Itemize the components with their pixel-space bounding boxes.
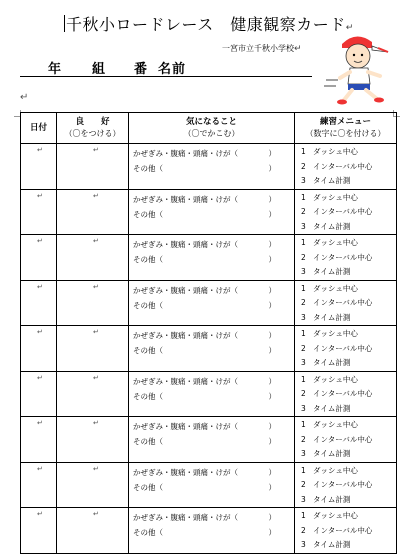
conditions-text: かぜぎみ・腹痛・頭痛・けが（ <box>133 240 238 249</box>
menu-item: 2 インターバル中心 <box>301 343 373 353</box>
conditions-text: かぜぎみ・腹痛・頭痛・けが（ <box>133 331 238 340</box>
date-cell[interactable]: ↵ <box>21 280 57 326</box>
date-cell[interactable]: ↵ <box>21 371 57 417</box>
menu-cell[interactable] <box>295 280 397 326</box>
table-row <box>21 280 397 326</box>
conditions-text: かぜぎみ・腹痛・頭痛・けが（ <box>133 467 238 477</box>
other-text: その他（ <box>133 164 163 173</box>
header-concern: 気になること （〇でかこむ） <box>129 113 295 144</box>
table-row <box>21 462 397 508</box>
good-cell[interactable]: ↵ <box>57 326 129 372</box>
name-label: 名前 <box>158 62 187 77</box>
table-row <box>21 417 397 463</box>
menu-cell[interactable] <box>295 371 397 417</box>
other-text: その他（ <box>133 391 163 401</box>
concern-cell[interactable]: かぜぎみ・腹痛・頭痛・けが（ ） その他（ ） <box>129 280 295 326</box>
text-cursor <box>64 15 65 32</box>
menu-item: 1 ダッシュ中心 <box>301 465 358 475</box>
date-cell[interactable]: ↵ <box>21 189 57 235</box>
health-observation-table <box>20 112 397 554</box>
menu-item: 1 ダッシュ中心 <box>301 329 358 338</box>
menu-item: 1 ダッシュ中心 <box>301 420 358 429</box>
header-menu: 練習メニュー （数字に〇を付ける） <box>295 113 397 144</box>
other-text: その他（ <box>133 528 163 537</box>
conditions-text: かぜぎみ・腹痛・頭痛・けが（ <box>133 513 238 522</box>
table-row <box>21 144 397 190</box>
menu-cell[interactable] <box>295 326 397 372</box>
concern-cell[interactable]: かぜぎみ・腹痛・頭痛・けが（ ） その他（ ） <box>129 326 295 372</box>
good-cell[interactable]: ↵ <box>57 417 129 463</box>
table-row <box>21 189 397 235</box>
menu-cell[interactable] <box>295 235 397 281</box>
menu-item: 1 ダッシュ中心 <box>301 511 358 520</box>
good-cell[interactable]: ↵ <box>57 462 129 508</box>
table-row <box>21 508 397 554</box>
date-cell[interactable]: ↵ <box>21 508 57 554</box>
table-header-row <box>21 113 397 144</box>
menu-item: 3 タイム計測 <box>301 312 351 322</box>
menu-item: 3 タイム計測 <box>301 494 351 504</box>
menu-item: 2 インターバル中心 <box>301 207 373 216</box>
concern-cell[interactable]: かぜぎみ・腹痛・頭痛・けが（ ） その他（ ） <box>129 235 295 281</box>
other-text: その他（ <box>133 209 163 219</box>
header-date: 日付 <box>21 113 57 144</box>
menu-item: 3 タイム計測 <box>301 358 351 367</box>
date-cell[interactable]: ↵ <box>21 235 57 281</box>
grade-label: 年 <box>48 62 63 77</box>
card-title: 千秋小ロードレース 健康観察カード↵ <box>66 15 354 34</box>
name-line <box>20 56 312 77</box>
menu-cell[interactable] <box>295 144 397 190</box>
good-cell[interactable]: ↵ <box>57 144 129 190</box>
menu-item: 3 タイム計測 <box>301 267 351 276</box>
menu-cell[interactable] <box>295 462 397 508</box>
menu-item: 1 ダッシュ中心 <box>301 238 358 247</box>
school-name: 一宮市立千秋小学校↵ <box>222 44 302 54</box>
menu-item: 2 インターバル中心 <box>301 389 373 398</box>
menu-item: 1 ダッシュ中心 <box>301 374 358 384</box>
conditions-text: かぜぎみ・腹痛・頭痛・けが（ <box>133 285 238 295</box>
menu-cell[interactable] <box>295 189 397 235</box>
date-cell[interactable]: ↵ <box>21 417 57 463</box>
other-text: その他（ <box>133 300 163 310</box>
conditions-text: かぜぎみ・腹痛・頭痛・けが（ <box>133 376 238 386</box>
class-label: 組 <box>92 62 107 77</box>
conditions-text: かぜぎみ・腹痛・頭痛・けが（ <box>133 422 238 431</box>
good-cell[interactable]: ↵ <box>57 371 129 417</box>
concern-cell[interactable]: かぜぎみ・腹痛・頭痛・けが（ ） その他（ ） <box>129 189 295 235</box>
concern-cell[interactable]: かぜぎみ・腹痛・頭痛・けが（ ） その他（ ） <box>129 417 295 463</box>
table-row <box>21 235 397 281</box>
paragraph-mark-icon: ↵ <box>20 92 29 103</box>
other-text: その他（ <box>133 346 163 355</box>
menu-item: 2 インターバル中心 <box>301 525 373 535</box>
other-text: その他（ <box>133 482 163 492</box>
conditions-text: かぜぎみ・腹痛・頭痛・けが（ <box>133 194 238 204</box>
menu-item: 3 タイム計測 <box>301 540 351 549</box>
menu-item: 3 タイム計測 <box>301 403 351 413</box>
table-row <box>21 326 397 372</box>
good-cell[interactable]: ↵ <box>57 189 129 235</box>
menu-item: 1 ダッシュ中心 <box>301 283 358 293</box>
conditions-text: かぜぎみ・腹痛・頭痛・けが（ <box>133 149 238 158</box>
menu-item: 1 ダッシュ中心 <box>301 147 358 156</box>
good-cell[interactable]: ↵ <box>57 235 129 281</box>
date-cell[interactable]: ↵ <box>21 326 57 372</box>
other-text: その他（ <box>133 437 163 446</box>
date-cell[interactable]: ↵ <box>21 462 57 508</box>
menu-item: 3 タイム計測 <box>301 221 351 231</box>
runner-illustration-icon <box>322 30 398 106</box>
menu-item: 2 インターバル中心 <box>301 434 373 444</box>
table-row <box>21 371 397 417</box>
menu-item: 2 インターバル中心 <box>301 480 373 489</box>
date-cell[interactable]: ↵ <box>21 144 57 190</box>
title-text: 千秋小ロードレース 健康観察カード <box>66 15 346 34</box>
concern-cell[interactable]: かぜぎみ・腹痛・頭痛・けが（ ） その他（ ） <box>129 508 295 554</box>
number-label: 番 <box>134 62 149 77</box>
menu-cell[interactable] <box>295 508 397 554</box>
concern-cell[interactable]: かぜぎみ・腹痛・頭痛・けが（ ） その他（ ） <box>129 144 295 190</box>
menu-item: 3 タイム計測 <box>301 449 351 458</box>
good-cell[interactable]: ↵ <box>57 508 129 554</box>
good-cell[interactable]: ↵ <box>57 280 129 326</box>
other-text: その他（ <box>133 255 163 264</box>
header-good: 良 好 （〇をつける） <box>57 113 129 144</box>
menu-item: 2 インターバル中心 <box>301 161 373 171</box>
menu-cell[interactable] <box>295 417 397 463</box>
menu-item: 1 ダッシュ中心 <box>301 192 358 202</box>
menu-item: 2 インターバル中心 <box>301 298 373 307</box>
menu-item: 3 タイム計測 <box>301 176 351 185</box>
menu-item: 2 インターバル中心 <box>301 252 373 262</box>
concern-cell[interactable]: かぜぎみ・腹痛・頭痛・けが（ ） その他（ ） <box>129 371 295 417</box>
concern-cell[interactable]: かぜぎみ・腹痛・頭痛・けが（ ） その他（ ） <box>129 462 295 508</box>
